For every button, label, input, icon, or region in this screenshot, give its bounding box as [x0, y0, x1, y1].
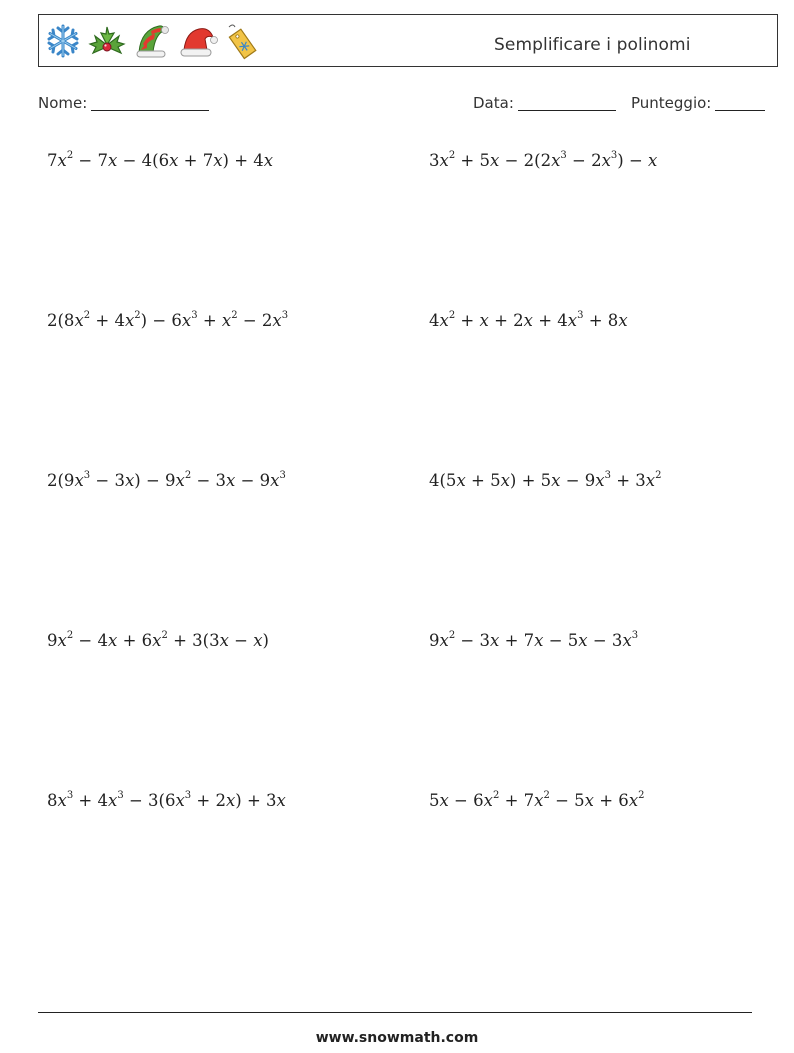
e<i>x</i>ponent: 3: [560, 150, 567, 161]
e<i>x</i>ponent: 2: [448, 310, 456, 321]
e<i>x</i>ponent: 3: [577, 310, 584, 321]
problem-9: $8x^3 + 4x^3 - 3(6x^3 + 2x) + 3x$: [47, 790, 286, 810]
e<i>x</i>ponent: 2: [83, 310, 91, 321]
e<i>x</i>ponent: 2: [66, 150, 74, 161]
santa-hat-icon: [177, 23, 219, 59]
info-row: [38, 94, 770, 118]
problem-7: $9x^2 - 4x + 6x^2 + 3(3x - x)$: [47, 630, 269, 650]
e<i>x</i>ponent: 2: [134, 310, 141, 321]
score-label: Punteggio:: [631, 94, 712, 112]
snowflake-icon: [45, 23, 81, 59]
problem-1: $7x^2 - 7x - 4(6x + 7x) + 4x$: [47, 150, 274, 170]
e<i>x</i>ponent: 3: [184, 790, 192, 801]
problem-2: $3x^2 + 5x - 2(2x^3 - 2x^3) - x$: [429, 150, 658, 170]
e<i>x</i>ponent: 2: [184, 470, 192, 481]
e<i>x</i>ponent: 3: [610, 150, 618, 161]
problem-4: $4x^2 + x + 2x + 4x^3 + 8x$: [429, 310, 628, 330]
date-label: Data:: [473, 94, 514, 112]
footer-divider: [38, 1012, 752, 1013]
e<i>x</i>ponent: 3: [279, 470, 286, 481]
problem-10: $5x - 6x^2 + 7x^2 - 5x + 6x^2$: [429, 790, 645, 810]
score-blank[interactable]: [715, 94, 765, 111]
e<i>x</i>ponent: 3: [83, 470, 91, 481]
problem-5: $2(9x^3 - 3x) - 9x^2 - 3x - 9x^3$: [47, 470, 286, 490]
e<i>x</i>ponent: 3: [117, 790, 124, 801]
e<i>x</i>ponent: 2: [231, 310, 238, 321]
e<i>x</i>ponent: 2: [492, 790, 500, 801]
e<i>x</i>ponent: 2: [543, 790, 550, 801]
e<i>x</i>ponent: 2: [638, 790, 645, 801]
e<i>x</i>ponent: 2: [161, 630, 168, 641]
header-box: [38, 14, 778, 67]
e<i>x</i>ponent: 3: [631, 630, 639, 641]
footer-url[interactable]: www.snowmath.com: [315, 1030, 479, 1046]
striped-hat-icon: [133, 22, 171, 60]
e<i>x</i>ponent: 3: [604, 470, 611, 481]
holly-icon: [87, 23, 127, 59]
date-field[interactable]: [473, 94, 616, 112]
problem-3: $2(8x^2 + 4x^2) - 6x^3 + x^2 - 2x^3$: [47, 310, 289, 330]
name-label: Nome:: [38, 94, 88, 112]
e<i>x</i>ponent: 3: [281, 310, 289, 321]
problem-8: $9x^2 - 3x + 7x - 5x - 3x^3$: [429, 630, 639, 650]
e<i>x</i>ponent: 2: [448, 150, 456, 161]
name-field[interactable]: [38, 94, 209, 112]
e<i>x</i>ponent: 2: [655, 470, 662, 481]
gift-tag-icon: [225, 21, 259, 61]
e<i>x</i>ponent: 3: [191, 310, 198, 321]
e<i>x</i>ponent: 3: [66, 790, 74, 801]
score-field[interactable]: [631, 94, 765, 112]
problem-6: $4(5x + 5x) + 5x - 9x^3 + 3x^2$: [429, 470, 662, 490]
e<i>x</i>ponent: 2: [66, 630, 74, 641]
e<i>x</i>ponent: 2: [448, 630, 456, 641]
page-title: Semplificare i polinomi: [494, 35, 691, 55]
name-blank[interactable]: [91, 94, 209, 111]
icon-strip: [45, 21, 259, 61]
date-blank[interactable]: [518, 94, 616, 111]
